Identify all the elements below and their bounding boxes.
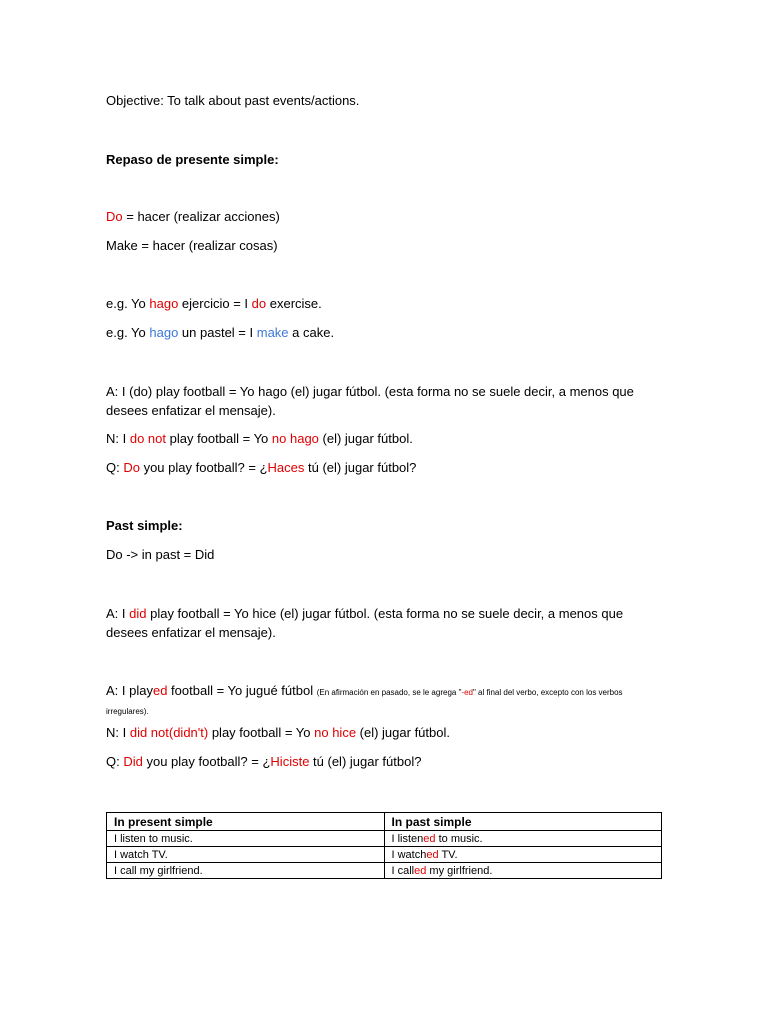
text: football = Yo jugué fútbol (167, 683, 317, 698)
highlight: ed (426, 848, 439, 861)
text: N: I (106, 725, 130, 740)
past-affirmative-ed (106, 681, 664, 719)
cell-past (384, 863, 662, 879)
example-make (106, 323, 664, 342)
past-affirmative-did (106, 604, 664, 642)
text: my girlfriend. (426, 864, 493, 877)
highlight: Hiciste (270, 754, 310, 769)
past-rule: Do -> in past = Did (106, 547, 215, 562)
highlight: ed (414, 864, 427, 877)
present-question (106, 458, 664, 477)
table-row (107, 863, 662, 879)
present-affirmative: A: I (do) play football = Yo hago (el) jugar fútbol. (esta forma no se suele decir, a menos que desees enfatizar el mensaje). (106, 384, 634, 418)
text: TV. (438, 848, 458, 861)
text: A: I play (106, 683, 153, 698)
text: tú (el) jugar fútbol? (309, 754, 422, 769)
highlight: ed (152, 683, 168, 698)
objective-text: Objective: To talk about past events/actions. (106, 93, 360, 108)
text: Q: (106, 460, 124, 475)
past-heading: Past simple: (106, 518, 183, 533)
make-definition: Make = hacer (realizar cosas) (106, 238, 278, 253)
highlight: did (129, 606, 147, 621)
text: to music. (435, 832, 483, 845)
text: play football = Yo hice (el) jugar fútbol. (esta forma no se suele decir, a menos que desees enfatizar el mensaje). (106, 606, 624, 640)
text: un pastel = I (178, 325, 257, 340)
past-negative (106, 723, 664, 742)
text: (el) jugar fútbol. (356, 725, 450, 740)
text: I listen (391, 832, 424, 845)
highlight: do not (129, 431, 166, 446)
table-row (107, 831, 662, 847)
highlight: Did (123, 754, 143, 769)
highlight: no hago (271, 431, 319, 446)
example-do (106, 294, 664, 313)
header-past: In past simple (384, 813, 662, 831)
text: tú (el) jugar fútbol? (304, 460, 417, 475)
highlight: hago (149, 325, 179, 340)
highlight: Do (123, 460, 140, 475)
cell-present: I watch TV. (107, 847, 385, 863)
text: play football = Yo (208, 725, 315, 740)
cell-present: I call my girlfriend. (107, 863, 385, 879)
text: I watch (391, 848, 427, 861)
text: Q: (106, 754, 124, 769)
highlight: -ed (461, 688, 473, 697)
do-rest: = hacer (realizar acciones) (122, 209, 280, 224)
text: A: I (106, 606, 130, 621)
text: a cake. (288, 325, 335, 340)
text: N: I (106, 431, 130, 446)
text: (el) jugar fútbol. (318, 431, 413, 446)
text: e.g. Yo (106, 325, 150, 340)
cell-past (384, 831, 662, 847)
do-definition (106, 207, 664, 226)
text: ejercicio = I (178, 296, 252, 311)
text: you play football? = ¿ (139, 460, 268, 475)
text: you play football? = ¿ (142, 754, 271, 769)
text: play football = Yo (166, 431, 272, 446)
highlight: do (251, 296, 267, 311)
highlight: hago (149, 296, 179, 311)
text: exercise. (266, 296, 322, 311)
highlight: no hice (314, 725, 357, 740)
do-word: Do (106, 209, 123, 224)
text: (En afirmación en pasado, se le agrega " (316, 688, 462, 697)
text: I call (391, 864, 415, 877)
text: e.g. Yo (106, 296, 150, 311)
table-row (107, 847, 662, 863)
highlight: ed (423, 832, 436, 845)
cell-past (384, 847, 662, 863)
present-past-table (106, 812, 662, 879)
header-present: In present simple (107, 813, 385, 831)
cell-present: I listen to music. (107, 831, 385, 847)
review-heading: Repaso de presente simple: (106, 152, 279, 167)
present-negative (106, 429, 664, 448)
table-header-row (107, 813, 662, 831)
highlight: did not(didn't) (129, 725, 209, 740)
past-question (106, 752, 664, 771)
highlight: Haces (267, 460, 305, 475)
highlight: make (256, 325, 289, 340)
text: " al final del verbo, excepto con los verbos irregulares). (106, 688, 623, 716)
